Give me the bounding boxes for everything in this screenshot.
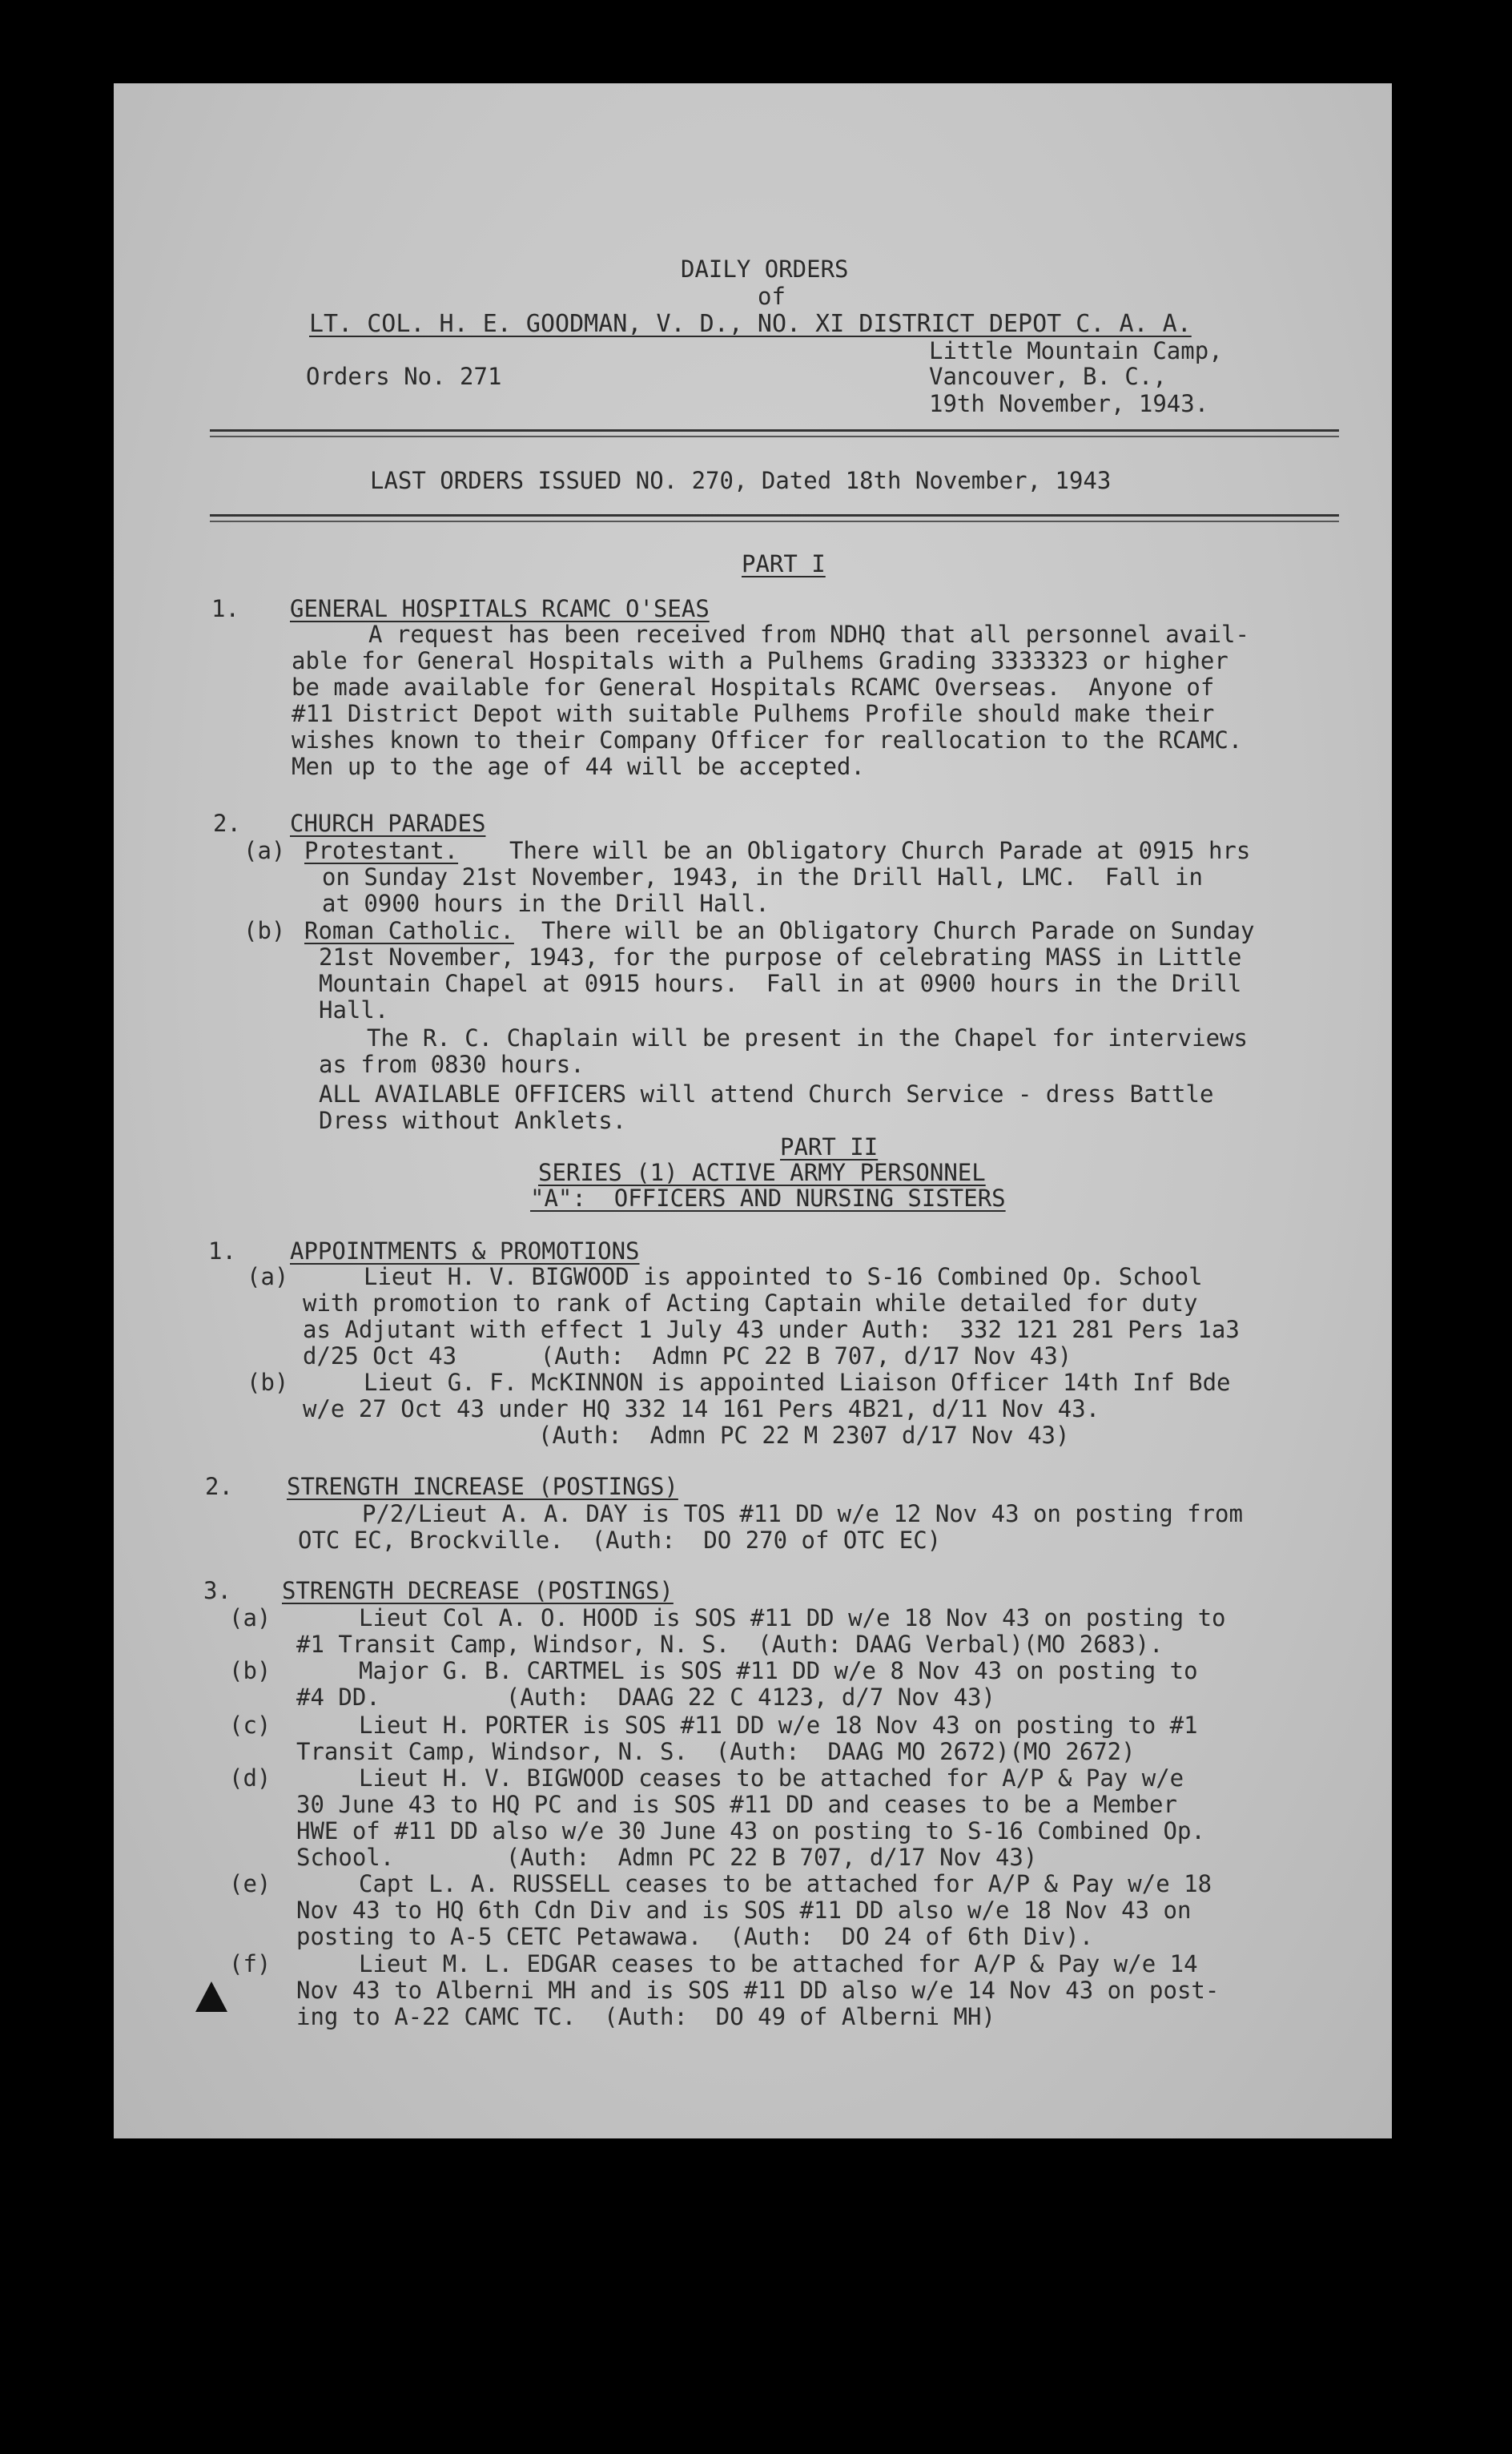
text-line: at 0900 hours in the Drill Hall. — [322, 890, 770, 917]
header-rule-top — [210, 429, 1339, 432]
text-line: Transit Camp, Windsor, N. S. (Auth: DAAG MO 2672)(MO 2672) — [296, 1738, 1136, 1765]
header-rule-bottom — [210, 514, 1339, 517]
section-title: GENERAL HOSPITALS RCAMC O'SEAS — [290, 595, 710, 622]
item-label: (a) — [229, 1604, 271, 1631]
text-line: Lieut H. V. BIGWOOD is appointed to S-16 Combined Op. School — [364, 1263, 1203, 1290]
text-line: on Sunday 21st November, 1943, in the Drill Hall, LMC. Fall in — [322, 863, 1203, 891]
text-line: as Adjutant with effect 1 July 43 under Auth: 332 121 281 Pers 1a3 — [303, 1316, 1240, 1343]
item-label: (c) — [229, 1712, 271, 1739]
section-title: CHURCH PARADES — [290, 810, 486, 837]
text-line: #11 District Depot with suitable Pulhems Profile should make their — [292, 700, 1215, 727]
header-of: of — [758, 283, 786, 310]
text-line: (Auth: Admn PC 22 M 2307 d/17 Nov 43) — [538, 1422, 1070, 1449]
document-page — [114, 83, 1392, 2138]
order-date: 19th November, 1943. — [929, 390, 1209, 417]
last-orders-line: LAST ORDERS ISSUED NO. 270, Dated 18th November, 1943 — [370, 467, 1112, 494]
header-rule-top-2 — [210, 436, 1339, 437]
text-line: There will be an Obligatory Church Parade on Sunday — [541, 917, 1255, 944]
text-line: Lieut G. F. McKINNON is appointed Liaison Officer 14th Inf Bde — [364, 1369, 1231, 1396]
item-title: Roman Catholic. — [304, 917, 514, 944]
text-line: School. (Auth: Admn PC 22 B 707, d/17 Nov 43) — [296, 1844, 1038, 1871]
section-number: 2. — [205, 1473, 233, 1500]
item-label: (d) — [229, 1764, 271, 1792]
location-line-2: Vancouver, B. C., — [929, 363, 1167, 390]
text-line: with promotion to rank of Acting Captain while detailed for duty — [303, 1289, 1198, 1317]
text-line: ing to A-22 CAMC TC. (Auth: DO 49 of Alberni MH) — [296, 2003, 995, 2030]
text-line: Nov 43 to HQ 6th Cdn Div and is SOS #11 DD also w/e 18 Nov 43 on — [296, 1897, 1192, 1924]
section-title: STRENGTH INCREASE (POSTINGS) — [287, 1473, 678, 1500]
text-line: posting to A-5 CETC Petawawa. (Auth: DO 24 of 6th Div). — [296, 1923, 1094, 1950]
triangle-marker-icon — [195, 1981, 227, 2012]
section-title: STRENGTH DECREASE (POSTINGS) — [282, 1577, 674, 1604]
section-title: APPOINTMENTS & PROMOTIONS — [290, 1237, 640, 1265]
text-line: as from 0830 hours. — [319, 1051, 585, 1078]
text-line: Lieut H. V. BIGWOOD ceases to be attached for A/P & Pay w/e — [359, 1764, 1184, 1792]
text-line: P/2/Lieut A. A. DAY is TOS #11 DD w/e 12 Nov 43 on posting from — [362, 1500, 1243, 1527]
section-number: 3. — [203, 1577, 231, 1604]
text-line: w/e 27 Oct 43 under HQ 332 14 161 Pers 4B21, d/11 Nov 43. — [303, 1395, 1100, 1422]
header-rule-bottom-2 — [210, 521, 1339, 522]
text-line: d/25 Oct 43 (Auth: Admn PC 22 B 707, d/17 Nov 43) — [303, 1342, 1072, 1370]
section-number: 2. — [213, 810, 241, 837]
part-2-heading: PART II — [780, 1133, 879, 1161]
text-line: Men up to the age of 44 will be accepted. — [292, 753, 865, 780]
text-line: #4 DD. (Auth: DAAG 22 C 4123, d/7 Nov 43) — [296, 1684, 995, 1711]
text-line: #1 Transit Camp, Windsor, N. S. (Auth: DAAG Verbal)(MO 2683). — [296, 1631, 1164, 1658]
text-line: ALL AVAILABLE OFFICERS will attend Church Service - dress Battle — [319, 1080, 1214, 1108]
text-line: Dress without Anklets. — [319, 1107, 627, 1134]
text-line: OTC EC, Brockville. (Auth: DO 270 of OTC EC) — [298, 1527, 942, 1554]
text-line: able for General Hospitals with a Pulhems Grading 3333323 or higher — [292, 647, 1228, 674]
item-label: (b) — [229, 1657, 271, 1684]
section-number: 1. — [211, 595, 239, 622]
item-label: (e) — [229, 1870, 271, 1897]
item-label: (a) — [247, 1263, 289, 1290]
item-label: (b) — [243, 917, 286, 944]
text-line: Capt L. A. RUSSELL ceases to be attached for A/P & Pay w/e 18 — [359, 1870, 1212, 1897]
text-line: Major G. B. CARTMEL is SOS #11 DD w/e 8 Nov 43 on posting to — [359, 1657, 1198, 1684]
commander-line: LT. COL. H. E. GOODMAN, V. D., NO. XI DISTRICT DEPOT C. A. A. — [309, 310, 1192, 338]
text-line: HWE of #11 DD also w/e 30 June 43 on posting to S-16 Combined Op. — [296, 1817, 1205, 1845]
series-heading: SERIES (1) ACTIVE ARMY PERSONNEL — [538, 1159, 986, 1186]
item-label: (f) — [229, 1950, 271, 1977]
section-number: 1. — [208, 1237, 236, 1265]
text-line: There will be an Obligatory Church Parade at 0915 hrs — [509, 837, 1251, 864]
text-line: be made available for General Hospitals RCAMC Overseas. Anyone of — [292, 674, 1215, 701]
item-label: (a) — [243, 837, 286, 864]
part-1-heading: PART I — [742, 550, 826, 577]
location-line-1: Little Mountain Camp, — [929, 337, 1223, 364]
subseries-heading: "A": OFFICERS AND NURSING SISTERS — [530, 1185, 1006, 1212]
text-line: Nov 43 to Alberni MH and is SOS #11 DD also w/e 14 Nov 43 on post- — [296, 1977, 1220, 2004]
item-label: (b) — [247, 1369, 289, 1396]
text-line: wishes known to their Company Officer for reallocation to the RCAMC. — [292, 726, 1243, 754]
text-line: Lieut M. L. EDGAR ceases to be attached for A/P & Pay w/e 14 — [359, 1950, 1198, 1977]
text-line: 30 June 43 to HQ PC and is SOS #11 DD and ceases to be a Member — [296, 1791, 1177, 1818]
item-title: Protestant. — [304, 837, 459, 864]
text-line: 21st November, 1943, for the purpose of celebrating MASS in Little — [319, 943, 1242, 971]
orders-number: Orders No. 271 — [306, 363, 502, 390]
text-line: Mountain Chapel at 0915 hours. Fall in at 0900 hours in the Drill — [319, 970, 1242, 997]
document-title: DAILY ORDERS — [681, 255, 849, 283]
text-line: Lieut H. PORTER is SOS #11 DD w/e 18 Nov 43 on posting to #1 — [359, 1712, 1198, 1739]
text-line: Hall. — [319, 996, 389, 1024]
text-line: A request has been received from NDHQ that all personnel avail- — [368, 621, 1249, 648]
text-line: The R. C. Chaplain will be present in the Chapel for interviews — [367, 1024, 1248, 1052]
text-line: Lieut Col A. O. HOOD is SOS #11 DD w/e 18 Nov 43 on posting to — [359, 1604, 1226, 1631]
